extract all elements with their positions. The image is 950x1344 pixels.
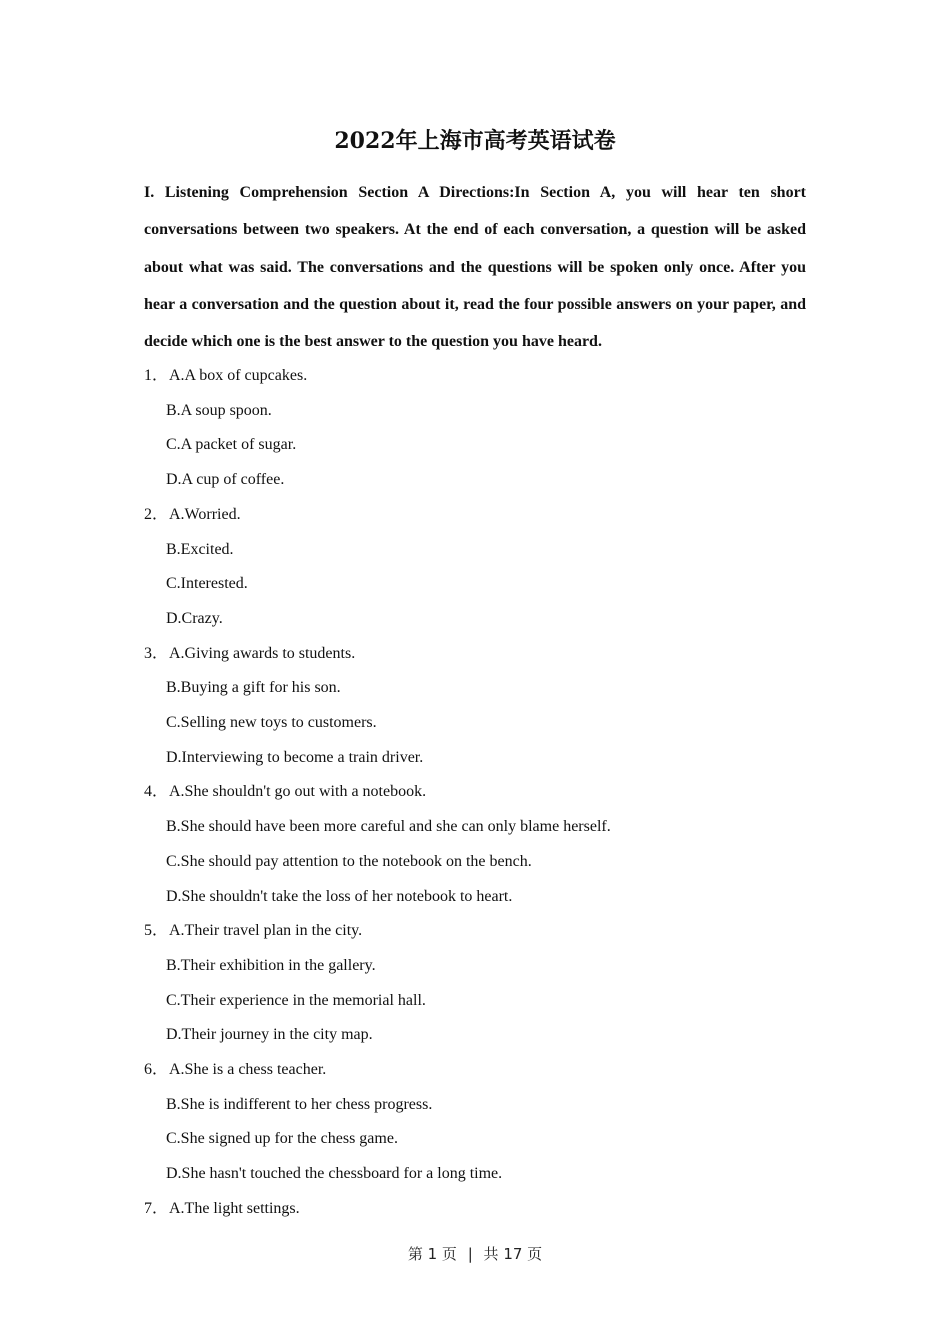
answer-option — [144, 602, 824, 637]
answer-option-text: A.The light settings. — [169, 1199, 300, 1217]
answer-option-text: C.Their experience in the memorial hall. — [166, 991, 426, 1009]
question-first-line — [144, 775, 824, 810]
answer-option-text: D.Interviewing to become a train driver. — [166, 748, 424, 766]
answer-option — [144, 810, 824, 845]
question-list — [144, 359, 824, 1227]
question-item — [144, 498, 824, 637]
question-number: 7． — [144, 1199, 169, 1217]
answer-option-text: D.Crazy. — [166, 609, 223, 627]
answer-option-text: A.She shouldn't go out with a notebook. — [169, 783, 427, 801]
answer-option-text: B.A soup spoon. — [166, 401, 272, 419]
answer-option — [144, 671, 824, 706]
page-total: 共 17 页 — [483, 1245, 543, 1263]
answer-option — [144, 845, 824, 880]
question-item — [144, 1053, 824, 1192]
answer-option — [144, 463, 824, 498]
answer-option-text: B.She should have been more careful and she can only blame herself. — [166, 818, 611, 836]
question-number: 1． — [144, 367, 169, 384]
answer-option-text: C.She should pay attention to the notebook on the bench. — [166, 852, 532, 870]
question-first-line — [144, 498, 824, 533]
question-first-line — [144, 1053, 824, 1088]
answer-option-text: C.Selling new toys to customers. — [166, 714, 377, 732]
answer-option — [144, 984, 824, 1019]
answer-option-text: A.Giving awards to students. — [169, 644, 356, 662]
question-number: 2． — [144, 505, 169, 523]
question-item — [144, 637, 824, 776]
answer-option — [144, 1088, 824, 1123]
answer-option — [144, 1122, 824, 1157]
question-item — [144, 914, 824, 1053]
answer-option — [144, 428, 824, 463]
page-footer — [0, 1243, 950, 1265]
answer-option — [144, 706, 824, 741]
question-item — [144, 1192, 824, 1227]
answer-option — [144, 394, 824, 429]
footer-separator: | — [467, 1245, 473, 1263]
answer-option-text: D.A cup of coffee. — [166, 471, 285, 489]
question-number: 3． — [144, 644, 169, 662]
question-item — [144, 775, 824, 914]
answer-option-text: B.Buying a gift for his son. — [166, 679, 341, 697]
answer-option-text: D.She hasn't touched the chessboard for a long time. — [166, 1165, 503, 1183]
answer-option-text: C.She signed up for the chess game. — [166, 1130, 398, 1148]
page-title: 2022年上海市高考英语试卷 — [334, 128, 616, 154]
question-number: 5． — [144, 922, 169, 940]
question-first-line — [144, 359, 824, 394]
page-number: 第 1 页 — [407, 1245, 457, 1263]
answer-option-text: C.Interested. — [166, 575, 248, 593]
answer-option-text: A.Worried. — [169, 505, 241, 523]
question-first-line — [144, 914, 824, 949]
answer-option-text: D.She shouldn't take the loss of her notebook to heart. — [166, 887, 513, 905]
answer-option-text: C.A packet of sugar. — [166, 436, 297, 454]
answer-option-text: D.Their journey in the city map. — [166, 1026, 373, 1044]
question-first-line — [144, 637, 824, 672]
question-number: 4． — [144, 783, 169, 801]
answer-option — [144, 1018, 824, 1053]
answer-option-text: B.Excited. — [166, 540, 234, 558]
question-number: 6． — [144, 1061, 169, 1079]
answer-option-text: B.She is indifferent to her chess progress. — [166, 1095, 433, 1113]
answer-option — [144, 567, 824, 602]
question-item — [144, 359, 824, 498]
answer-option — [144, 949, 824, 984]
answer-option — [144, 880, 824, 915]
answer-option-text: A.A box of cupcakes. — [169, 367, 308, 384]
section-directions: I. Listening Comprehension Section A Directions:In Section A, you will hear ten short conversations between two speakers. At the end of each conversation, a question will be asked about what was said. The conversations and the questions will be spoken only once. After you hear a conversation and the question about it, read the four possible answers on your paper, and decide which one is the best answer to the question you have heard. — [144, 184, 806, 351]
answer-option-text: A.Their travel plan in the city. — [169, 922, 363, 940]
question-first-line — [144, 1192, 824, 1227]
answer-option-text: B.Their exhibition in the gallery. — [166, 956, 376, 974]
answer-option — [144, 1157, 824, 1192]
answer-option-text: A.She is a chess teacher. — [169, 1061, 327, 1079]
answer-option — [144, 533, 824, 568]
answer-option — [144, 741, 824, 776]
